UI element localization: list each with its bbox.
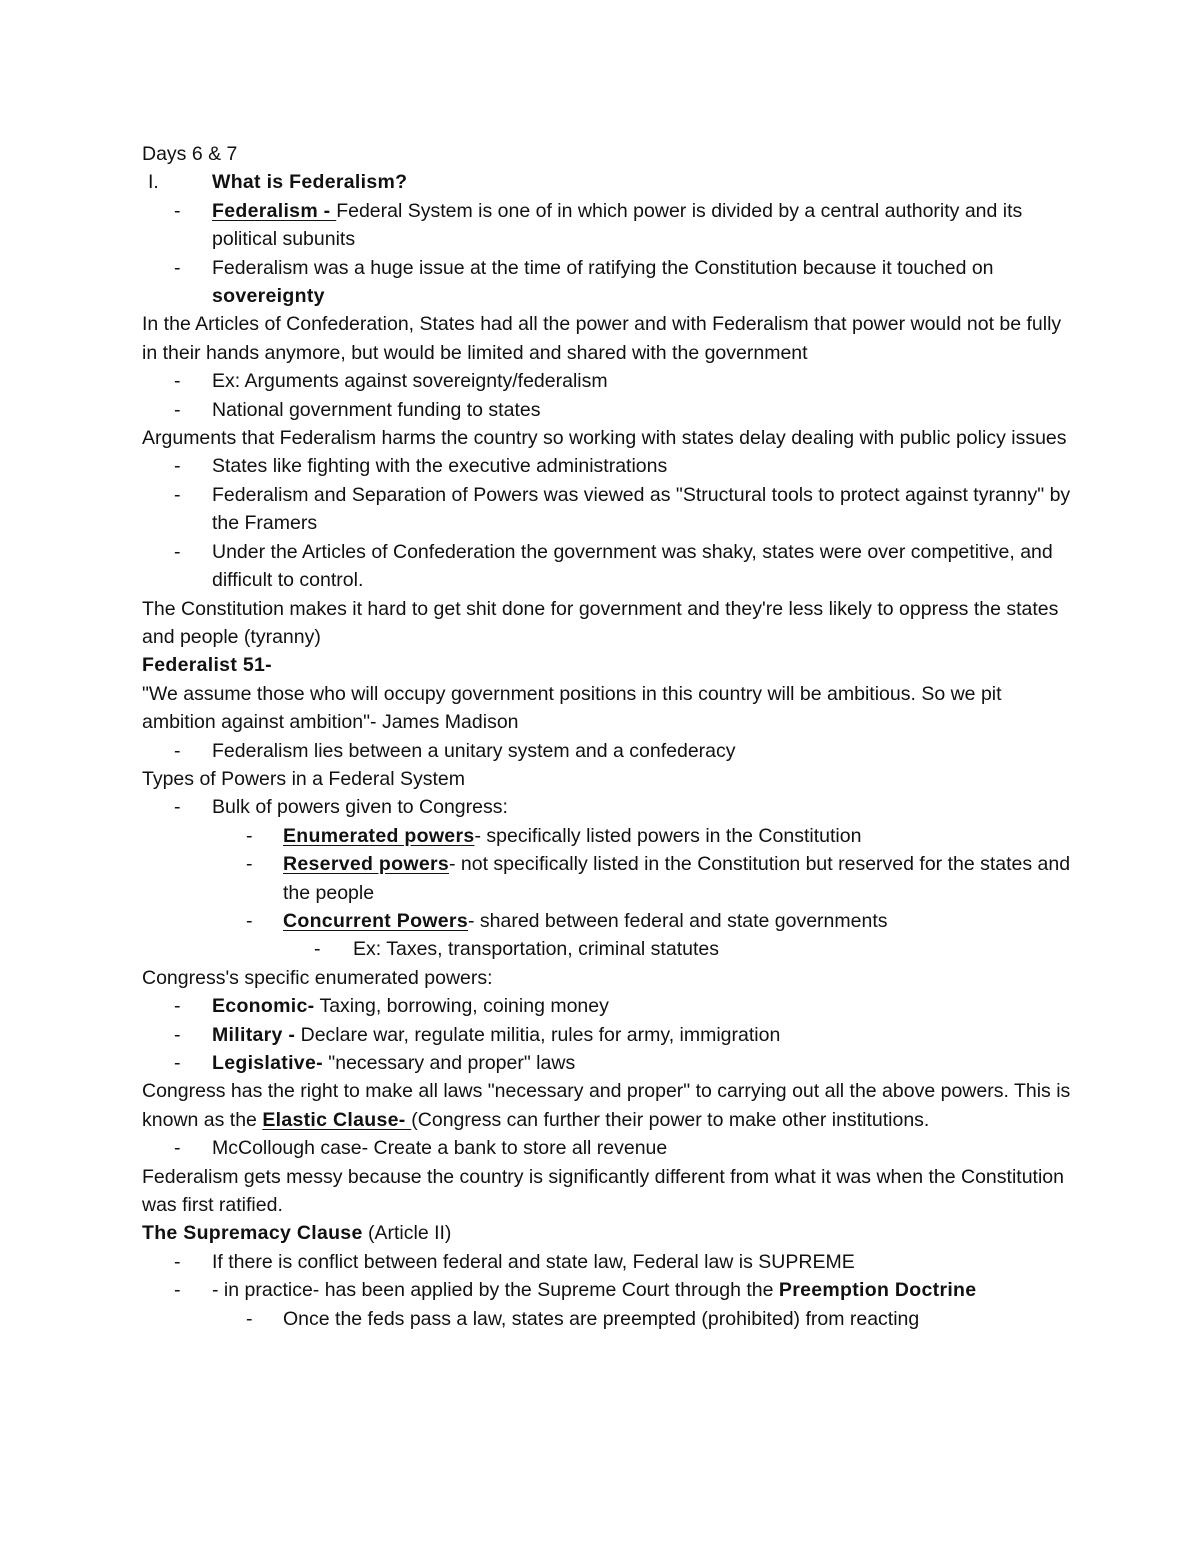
list-item — [142, 538, 1072, 595]
list-item — [142, 396, 1072, 424]
term-preemption-doctrine: Preemption Doctrine — [778, 1279, 977, 1302]
dash-marker: - — [174, 398, 181, 421]
supremacy-article: (Article II) — [362, 1222, 452, 1245]
term-reserved-powers: Reserved powers — [283, 853, 449, 876]
bullet-text: Once the feds pass a law, states are preempted (prohibited) from reacting — [283, 1307, 920, 1330]
bullet-text: Under the Articles of Confederation the government was shaky, states were over competitive, and difficult to control. — [212, 540, 1053, 592]
dash-marker: - — [174, 1250, 181, 1273]
dash-marker: - — [174, 540, 181, 563]
bullet-text: Ex: Taxes, transportation, criminal statutes — [353, 938, 719, 961]
elastic-intro: Congress has the right to make all laws "necessary and proper" to carrying out all the above powers. This is known as the — [142, 1080, 1071, 1131]
list-item — [142, 452, 1072, 480]
dash-marker: - — [174, 1023, 181, 1046]
paragraph: The Constitution makes it hard to get shit done for government and they're less likely to oppress the states and people (tyranny) — [142, 597, 1059, 648]
federalism-definition: Federal System is one of in which power is divided by a central authority and its political subunits — [212, 199, 1023, 251]
legislative-definition: "necessary and proper" laws — [322, 1052, 576, 1074]
list-item — [142, 793, 1072, 821]
list-item — [142, 197, 1072, 254]
list-item — [142, 481, 1072, 538]
bullet-text: Bulk of powers given to Congress: — [212, 796, 508, 819]
term-economic: Economic- — [212, 995, 315, 1018]
dash-marker: - — [174, 1137, 181, 1160]
page-heading: Days 6 & 7 — [142, 143, 238, 165]
dash-marker: - — [246, 824, 253, 847]
dash-marker: - — [174, 370, 181, 393]
dash-marker: - — [174, 1279, 181, 1302]
elastic-explanation: (Congress can further their power to make other institutions. — [411, 1108, 930, 1131]
madison-quote: "We assume those who will occupy government positions in this country will be ambitious. So we pit ambition against ambition"- James Madison — [142, 682, 1002, 734]
supremacy-heading — [142, 1219, 1072, 1247]
term-military: Military - — [212, 1023, 296, 1046]
paragraph: Federalism gets messy because the country is significantly different from what it was when the Constitution was first ratified. — [142, 1165, 1064, 1217]
list-item — [142, 850, 1072, 907]
economic-definition: Taxing, borrowing, coining money — [314, 995, 609, 1018]
term-federalism: Federalism - — [212, 199, 337, 222]
dash-marker: - — [314, 938, 321, 961]
dash-marker: - — [246, 1307, 253, 1330]
paragraph: In the Articles of Confederation, States had all the power and with Federalism that power would not be fully in their hands anymore, but would be limited and shared with the government — [142, 313, 1062, 364]
paragraph: Arguments that Federalism harms the country so working with states delay dealing with public policy issues — [142, 427, 1067, 450]
dash-marker: - — [174, 199, 181, 222]
section-numeral: I. — [148, 171, 159, 194]
list-item — [142, 1305, 1072, 1333]
dash-marker: - — [246, 909, 253, 932]
list-item — [142, 822, 1072, 850]
bullet-text: States like fighting with the executive administrations — [212, 455, 668, 478]
list-item — [142, 1049, 1072, 1077]
dash-marker: - — [174, 739, 181, 762]
list-item — [142, 254, 1072, 311]
section-title: What is Federalism? — [212, 171, 408, 194]
federalist-51-heading: Federalist 51- — [142, 654, 272, 677]
section-heading — [142, 168, 1072, 196]
list-item — [142, 1134, 1072, 1162]
bullet-text: National government funding to states — [212, 398, 541, 421]
list-item — [142, 992, 1072, 1020]
term-legislative: Legislative- — [212, 1052, 323, 1074]
dash-marker: - — [174, 1052, 181, 1074]
military-definition: Declare war, regulate militia, rules for army, immigration — [295, 1023, 781, 1046]
dash-marker: - — [174, 256, 181, 279]
term-concurrent-powers: Concurrent Powers — [283, 909, 468, 932]
list-item — [142, 907, 1072, 935]
term-supremacy-clause: The Supremacy Clause — [142, 1222, 363, 1245]
reserved-definition: - not specifically listed in the Constitution but reserved for the states and the people — [283, 853, 1071, 904]
paragraph — [142, 1077, 1072, 1134]
concurrent-definition: - shared between federal and state governments — [467, 909, 888, 932]
notes-page — [142, 140, 1072, 1333]
list-item — [142, 367, 1072, 395]
term-enumerated-powers: Enumerated powers — [283, 824, 475, 847]
paragraph: Types of Powers in a Federal System — [142, 767, 465, 790]
bullet-text: Ex: Arguments against sovereignty/federalism — [212, 370, 608, 393]
bullet-text: - in practice- has been applied by the Supreme Court through the — [212, 1279, 779, 1302]
bullet-text: Federalism was a huge issue at the time of ratifying the Constitution because it touched on — [212, 256, 994, 279]
list-item — [142, 1248, 1072, 1276]
list-item — [142, 737, 1072, 765]
bullet-text: Federalism lies between a unitary system and a confederacy — [212, 739, 736, 762]
list-item — [142, 1276, 1072, 1304]
dash-marker: - — [174, 995, 181, 1018]
dash-marker: - — [174, 483, 181, 506]
bullet-text: McCollough case- Create a bank to store all revenue — [212, 1137, 668, 1160]
dash-marker: - — [174, 455, 181, 478]
term-sovereignty: sovereignty — [212, 285, 325, 308]
enumerated-definition: - specifically listed powers in the Constitution — [474, 824, 862, 847]
list-item — [142, 1021, 1072, 1049]
term-elastic-clause: Elastic Clause- — [262, 1108, 412, 1131]
bullet-text: If there is conflict between federal and state law, Federal law is SUPREME — [212, 1250, 855, 1273]
list-item — [142, 935, 1072, 963]
dash-marker: - — [174, 796, 181, 819]
bullet-text: Federalism and Separation of Powers was viewed as "Structural tools to protect against tyranny" by the Framers — [212, 483, 1071, 535]
paragraph: Congress's specific enumerated powers: — [142, 966, 493, 989]
dash-marker: - — [246, 853, 253, 876]
